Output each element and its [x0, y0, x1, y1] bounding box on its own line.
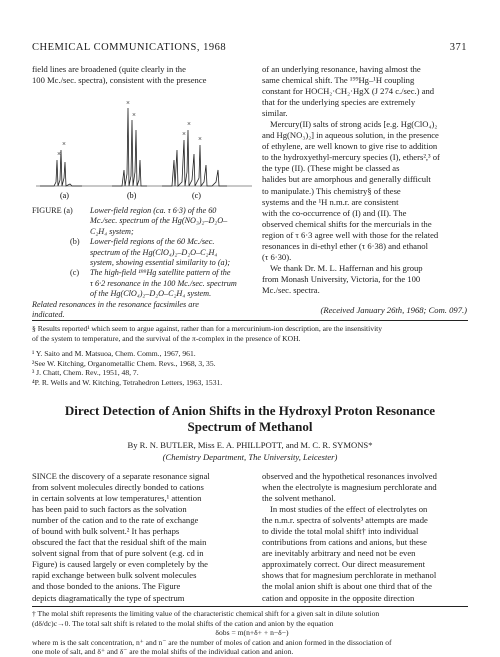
text-line: number of the cation and to the rate of exchange [32, 515, 199, 526]
text-line: Figure) is caused largely or even completely by the [32, 559, 208, 570]
text-line: of ethylene, are well known to give rise to addition [262, 141, 438, 152]
svg-text:×: × [182, 130, 186, 138]
footnote-line: (dδ/dc)c→0. The total salt shift is related to the molal shifts of the cation and anion by the equation [32, 618, 334, 628]
figure-caption [32, 206, 254, 320]
article-right-column [262, 471, 468, 604]
text-line: the type (II). (These might be classed as [262, 163, 400, 174]
text-line: depicts diagramatically the type of spectrum [32, 592, 185, 603]
footnote-line: one mole of salt, and δ⁺ and δ⁻ are the molal shifts of the individual cation and anion. [32, 647, 294, 657]
caption-key-b: (b) [70, 237, 80, 247]
text-line: the solvent methanol. [262, 493, 336, 504]
text-line: when the electrolyte is magnesium perchlorate and [262, 482, 437, 493]
caption-line: Mc./sec. spectrum of the Hg(NO₃)₂–D₂O– [90, 216, 228, 226]
text-line: to divide the total molal shift† into individual [262, 526, 419, 537]
caption-figure-label: FIGURE (a) [32, 206, 73, 215]
spectrum-a [40, 150, 82, 186]
equation: δobs = m(n+δ+ + n−δ−) [215, 628, 289, 638]
text-line: resonances in di-ethyl ether (τ 6·38) and ethanol [262, 240, 428, 251]
journal-header: CHEMICAL COMMUNICATIONS, 1968 [32, 42, 227, 53]
text-line: the n.m.r. spectra of solvents³ attempts are made [262, 515, 428, 526]
text-line: are inevitably arbitrary and need not be even [262, 548, 416, 559]
text-line: observed chemical shifts for the mercurials in the [262, 218, 432, 229]
text-line: that for the underlying species are extremely [262, 97, 416, 108]
text-line: from solvent molecules directly bonded to cations [32, 482, 204, 493]
caption-line: of the Hg(ClO₄)₂–D₂O–C₂H₄ system. [90, 289, 212, 299]
text-line: similar. [262, 108, 288, 119]
nmr-spectra-figure [32, 90, 256, 202]
svg-text:×: × [132, 111, 136, 119]
caption-line: C₂H₄ system; [90, 226, 134, 236]
text-line: from Monash University, Victoria, for the 100 [262, 273, 421, 284]
text-line: cation and opposite in the opposite direction [262, 592, 415, 603]
text-line: and Hg(NO₃)₂] in aqueous solution, in the presence [262, 130, 439, 141]
text-line: solvent signal from that of pure solvent (e.g. cd in [32, 548, 204, 559]
caption-line: τ 6·2 resonance in the 100 Mc./sec. spectrum [90, 278, 237, 288]
text-line: observed and the hypothetical resonances involved [262, 471, 437, 481]
text-line: with the co-occurrence of (I) and (II). The [262, 207, 407, 218]
article-authors: By R. N. BUTLER, Miss E. A. PHILLPOTT, and M. C. R. SYMONS* [127, 440, 373, 450]
footnote-line: § Results reported¹ which seem to argue against, rather than for a mercurinium-ion description, are the insensitivity [32, 324, 383, 333]
reference-item: ¹ Y. Saito and M. Matsuoa, Chem. Comm., 1967, 961. [32, 349, 196, 358]
svg-text:×: × [57, 150, 61, 158]
caption-line: indicated. [32, 310, 65, 320]
article-footnote-rule [32, 606, 468, 607]
svg-text:×: × [187, 120, 191, 128]
text-line: shows that for magnesium perchlorate in methanol [262, 570, 437, 581]
text-line: and those bonded to the anions. The Figure [32, 581, 181, 592]
caption-line: The high-field ¹⁹⁹Hg satellite pattern of the [90, 268, 231, 278]
title-line: Spectrum of Methanol [187, 419, 313, 434]
svg-text:×: × [62, 140, 66, 148]
text-line: obscured the fact that the residual shift of the main [32, 537, 207, 548]
text-line: to manipulate.) This chemistry§ of these [262, 185, 401, 196]
spectrum-c [162, 130, 227, 186]
received-date: (Received January 26th, 1968; Com. 097.) [320, 305, 467, 315]
caption-key-c: (c) [70, 268, 80, 278]
footnote-line: of the system to temperature, and the survival of the π-complex in the presence of KOH. [32, 333, 301, 343]
article-affiliation: (Chemistry Department, The University, Leicester) [162, 452, 338, 462]
text-line: constant for HOCH₂·CH₂·HgX (J 274 c./sec.) and [262, 86, 435, 97]
text-line: In most studies of the effect of electrolytes on [270, 504, 428, 515]
article-footnote [32, 609, 472, 657]
text-line: contributions from cations and anions, but these [262, 537, 427, 548]
figure-label-a: (a) [60, 191, 69, 200]
text-line: the molal anion shift is about one third that of the [262, 581, 432, 592]
figure-label-c: (c) [192, 191, 201, 200]
caption-line: Related resonances in the resonance facsimiles are [32, 299, 199, 309]
text-line: 100 Mc./sec. spectra), consistent with the presence [32, 75, 207, 86]
text-line: of an underlying resonance, having almost the [262, 64, 421, 74]
text-line: of bound with bulk solvent.² It has perhaps [32, 526, 180, 537]
text-line: Mc./sec. spectra. [262, 284, 320, 295]
spectrum-b [112, 108, 147, 186]
text-line: systems and the ¹H n.m.r. are consistent [262, 196, 399, 207]
figure-label-b: (b) [127, 191, 137, 200]
title-line: Direct Detection of Anion Shifts in the Hydroxyl Proton Resonance [64, 403, 436, 418]
text-line: approximately correct. Our direct measurement [262, 559, 425, 570]
caption-line: system, showing essential similarity to (a); [90, 258, 231, 268]
reference-item: ⁴P. R. Wells and W. Kitching, Tetrahedron Letters, 1963, 1531. [32, 377, 223, 387]
text-line: has been paid to such factors as the solvation [32, 504, 187, 515]
section-footnote [32, 324, 472, 343]
footnote-line: † The molal shift represents the limiting value of the characteristic chemical shift for a given salt in dilute solution [32, 609, 380, 618]
caption-line: Lower-field regions of the 60 Mc./sec. [90, 237, 215, 247]
article-left-column [32, 471, 254, 604]
text-line: Mercury(II) salts of strong acids [e.g. Hg(ClO₄)₂ [270, 119, 438, 130]
page-number: 371 [449, 42, 467, 53]
caption-line: Lower-field region (ca. τ 6·3) of the 60 [90, 206, 217, 215]
references [32, 349, 472, 387]
reference-item: ³ J. Chatt, Chem. Rev., 1951, 48, 7. [32, 368, 139, 378]
text-line: halides but are amorphous and generally difficult [262, 174, 431, 185]
right-column-text [262, 64, 468, 296]
svg-text:×: × [126, 99, 130, 107]
left-intro [32, 64, 252, 86]
text-line: SINCE the discovery of a separate resonance signal [32, 471, 210, 481]
text-line: to the hydroxyethyl-mercury species (I), ethers²,³ of [262, 152, 440, 163]
caption-line: spectrum of the Hg(ClO₄)₂–D₂O–C₂H₄ [90, 247, 218, 257]
text-line: We thank Dr. M. L. Haffernan and his group [270, 262, 423, 273]
reference-item: ²See W. Kitching, Organometallic Chem. Revs., 1968, 3, 35. [32, 358, 216, 368]
text-line: in certain solvents at low temperatures,¹ attention [32, 493, 202, 504]
text-line: (τ 6·30). [262, 251, 292, 262]
text-line: same chemical shift. The ¹⁹⁹Hg–¹H coupling [262, 75, 415, 86]
footnote-rule [32, 320, 468, 321]
article-title [32, 403, 468, 435]
text-line: region of τ 6·3 agree well with those for the related [262, 229, 439, 240]
text-line: rapid exchange between bulk solvent molecules [32, 570, 197, 581]
text-line: field lines are broadened (quite clearly in the [32, 64, 186, 74]
svg-text:×: × [198, 135, 202, 143]
footnote-line: where m is the salt concentration, n⁺ and n⁻ are the number of moles of cation and anion formed in the dissociation of [32, 637, 392, 647]
